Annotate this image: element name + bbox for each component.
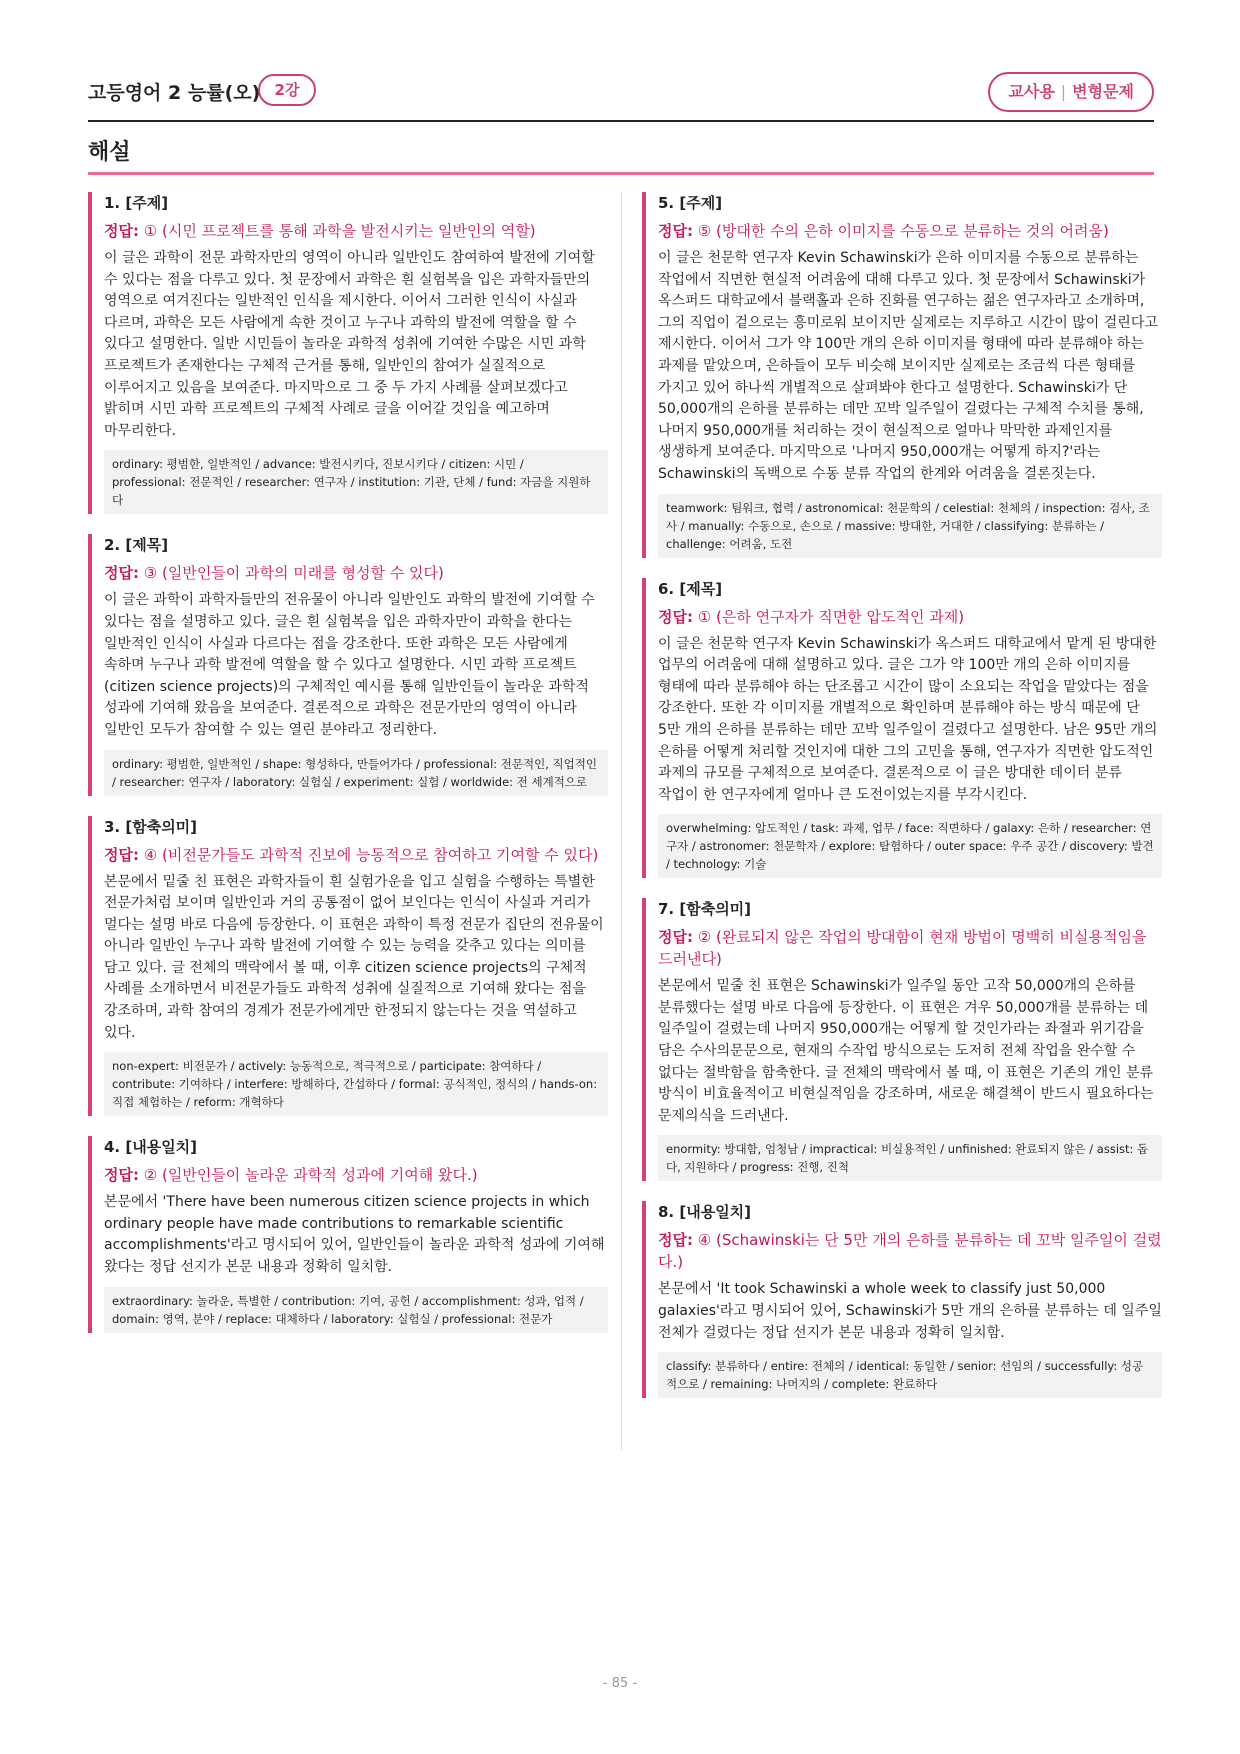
section-divider xyxy=(88,172,1154,175)
answer-text: ⑤ (방대한 수의 은하 이미지를 수동으로 분류하는 것의 어려움) xyxy=(697,222,1109,240)
question-heading: 8. [내용일치] xyxy=(658,1203,752,1222)
question-1 xyxy=(88,192,608,514)
badge-separator: | xyxy=(1060,82,1067,101)
question-3 xyxy=(88,816,608,1117)
vocabulary-box: ordinary: 평범한, 일반적인 / advance: 발전시키다, 진보시키다 / citizen: 시민 / professional: 전문적인 / researcher: 연구자 / institution: 기관, 단체 / fund: 자금을 지원하다 xyxy=(104,450,608,514)
section-title: 해설 xyxy=(88,140,131,165)
vocabulary-box: enormity: 방대함, 엄청남 / impractical: 비실용적인 / unfinished: 완료되지 않은 / assist: 돕다, 지원하다 / progress: 진행, 진척 xyxy=(658,1135,1162,1181)
answer-line xyxy=(658,606,1162,628)
answer-line xyxy=(658,220,1162,242)
answer-label: 정답: xyxy=(104,1166,139,1185)
explanation-text: 본문에서 'There have been numerous citizen science projects in which ordinary people have made contributions to remarkable scientific accomplishments'라고 명시되어 있어, 일반인들이 놀라운 과학적 성과에 기여해 왔다는 정답 선지가 본문 내용과 정확히 일치함. xyxy=(104,1194,605,1276)
question-heading: 7. [함축의미] xyxy=(658,900,752,919)
question-heading: 4. [내용일치] xyxy=(104,1138,198,1157)
book-title: 고등영어 2 능률(오) xyxy=(88,82,261,104)
vocabulary-box: classify: 분류하다 / entire: 전체의 / identical: 동일한 / senior: 선임의 / successfully: 성공적으로 / remaining: 나머지의 / complete: 완료하다 xyxy=(658,1352,1162,1398)
lesson-badge: 2강 xyxy=(258,74,316,106)
answer-text: ① (은하 연구자가 직면한 압도적인 과제) xyxy=(697,607,965,626)
answer-label: 정답: xyxy=(104,564,139,583)
question-heading: 5. [주제] xyxy=(658,194,723,212)
explanation-text: 이 글은 천문학 연구자 Kevin Schawinski가 옥스퍼드 대학교에서 맡게 된 방대한 업무의 어려움에 대해 설명하고 있다. 글은 그가 약 100만 개의 은하 이미지를 형태에 따라 분류해야 하는 단조롭고 시간이 많이 소요되는 작업을 맡았다는 점을 강조한다. 또한 각 이미지를 개별적으로 확인하며 분류해야 하는 방식 때문에 단 5만 개의 은하를 분류하는 데만 꼬박 일주일이 걸렸다고 설명한다. 남은 95만 개의 은하를 어떻게 처리할 것인지에 대한 그의 고민을 통해, 연구자가 직면한 압도적인 과제의 규모를 구체적으로 보여준다. 결론적으로 이 글은 방대한 데이터 분류 작업이 한 연구자에게 얼마나 큰 도전이었는지를 부각시킨다. xyxy=(658,635,1158,803)
question-5 xyxy=(642,192,1162,558)
right-column xyxy=(642,192,1162,1418)
question-8 xyxy=(642,1201,1162,1398)
answer-line xyxy=(104,562,608,584)
vocabulary-box: extraordinary: 놀라운, 특별한 / contribution: 기여, 공헌 / accomplishment: 성과, 업적 / domain: 영역, 분야 / replace: 대체하다 / laboratory: 실험실 / professional: 전문가 xyxy=(104,1287,608,1333)
explanation-text: 본문에서 'It took Schawinski a whole week to classify just 50,000 galaxies'라고 명시되어 있어, Schawinski가 5만 개의 은하를 분류하는 데 일주일 전체가 걸렸다는 정답 선지가 본문 내용과 정확히 일치함. xyxy=(658,1281,1162,1341)
vocabulary-box: ordinary: 평범한, 일반적인 / shape: 형성하다, 만들어가다 / professional: 전문적인, 직업적인 / researcher: 연구자 / laboratory: 실험실 / experiment: 실험 / worldwide: 전 세계적으로 xyxy=(104,750,608,796)
badge-teacher-label: 교사용 xyxy=(1008,82,1055,101)
vocabulary-box: overwhelming: 압도적인 / task: 과제, 업무 / face: 직면하다 / galaxy: 은하 / researcher: 연구자 / astronomer: 천문학자 / explore: 탐험하다 / outer space: 우주 공간 / discovery: 발견 / technology: 기술 xyxy=(658,814,1162,878)
answer-text: ② (완료되지 않은 작업의 방대함이 현재 방법이 명백히 비실용적임을 드러낸다) xyxy=(658,928,1147,969)
answer-label: 정답: xyxy=(658,222,693,240)
answer-text: ④ (비전문가들도 과학적 진보에 능동적으로 참여하고 기여할 수 있다) xyxy=(143,845,599,864)
question-heading: 2. [제목] xyxy=(104,536,169,555)
question-6 xyxy=(642,578,1162,879)
badge-type-label: 변형문제 xyxy=(1072,82,1134,101)
question-heading: 3. [함축의미] xyxy=(104,817,198,836)
question-7 xyxy=(642,898,1162,1181)
question-2 xyxy=(88,534,608,795)
answer-line xyxy=(658,926,1162,970)
answer-line xyxy=(104,1164,608,1186)
answer-text: ③ (일반인들이 과학의 미래를 형성할 수 있다) xyxy=(143,564,444,583)
explanation-text: 이 글은 과학이 전문 과학자만의 영역이 아니라 일반인도 참여하여 발전에 기여할 수 있다는 점을 다루고 있다. 첫 문장에서 과학은 흰 실험복을 입은 과학자들만의 영역으로 여겨진다는 일반적인 인식을 제시한다. 이어서 그러한 인식이 사실과 다르며, 과학은 모든 사람에게 속한 것이고 누구나 과학의 발전에 역할을 할 수 있다고 설명한다. 일반 시민들이 놀라운 과학적 성취에 기여한 수많은 시민 과학 프로젝트가 존재한다는 구체적 근거를 통해, 일반인의 참여가 실질적으로 이루어지고 있음을 보여준다. 마지막으로 그 중 두 가지 사례를 살펴보겠다고 밝히며 시민 과학 프로젝트의 구체적 사례로 글을 이어갈 것임을 예고하며 마무리한다. xyxy=(104,250,595,439)
page-number: - 85 - xyxy=(602,1676,638,1691)
answer-text: ② (일반인들이 놀라운 과학적 성과에 기여해 왔다.) xyxy=(143,1166,478,1185)
vocabulary-box: teamwork: 팀워크, 협력 / astronomical: 천문학의 / celestial: 천체의 / inspection: 검사, 조사 / manually: 수동으로, 손으로 / massive: 방대한, 거대한 / classifying: 분류하는 / challenge: 어려움, 도전 xyxy=(658,494,1162,558)
column-divider xyxy=(621,192,622,1450)
explanation-text: 본문에서 밑줄 친 표현은 과학자들이 흰 실험가운을 입고 실험을 수행하는 특별한 전문가처럼 보이며 일반인과 거의 공통점이 없어 보인다는 인식이 사실과 거리가 멀다는 설명 바로 다음에 등장한다. 이 표현은 과학이 특정 전문가 집단의 전유물이 아니라 일반인 누구나 과학 발전에 기여할 수 있는 능력을 갖추고 있다는 의미를 담고 있다. 글 전체의 맥락에서 볼 때, 이후 citizen science projects의 구체적 사례를 소개하면서 비전문가들도 과학적 성취에 실질적으로 기여해 왔다는 점을 강조하며, 과학 참여의 경계가 전문가에게만 한정되지 않는다는 것을 역설하고 있다. xyxy=(104,873,604,1041)
page-header xyxy=(88,70,1154,122)
answer-line xyxy=(104,844,608,866)
answer-label: 정답: xyxy=(658,607,693,626)
teacher-badge xyxy=(988,72,1154,112)
question-heading: 6. [제목] xyxy=(658,579,723,598)
question-heading: 1. [주제] xyxy=(104,194,169,212)
question-4 xyxy=(88,1136,608,1332)
answer-label: 정답: xyxy=(658,1231,693,1250)
left-column xyxy=(88,192,608,1353)
answer-label: 정답: xyxy=(104,845,139,864)
explanation-text: 이 글은 과학이 과학자들만의 전유물이 아니라 일반인도 과학의 발전에 기여할 수 있다는 점을 설명하고 있다. 글은 흰 실험복을 입은 과학자만이 과학을 한다는 일반적인 인식이 사실과 다르다는 점을 강조한다. 또한 과학은 모든 사람에게 속하며 누구나 과학 발전에 역할을 할 수 있다고 설명한다. 시민 과학 프로젝트(citizen science projects)의 구체적인 예시를 통해 일반인들이 놀라운 과학적 성과에 기여해 왔음을 보여준다. 결론적으로 과학은 전문가만의 영역이 아니라 일반인 모두가 참여할 수 있는 열린 분야라고 정리한다. xyxy=(104,592,595,738)
explanation-text: 본문에서 밑줄 친 표현은 Schawinski가 일주일 동안 고작 50,000개의 은하를 분류했다는 설명 바로 다음에 등장한다. 이 표현은 겨우 50,000개를 분류하는 데 일주일이 걸렸는데 나머지 950,000개는 어떻게 할 것인가라는 좌절과 위기감을 담은 수사의문문으로, 현재의 수작업 방식으로는 도저히 전체 작업을 완수할 수 없다는 절박함을 함축한다. 글 전체의 맥락에서 볼 때, 이 표현은 기존의 개인 분류 방식이 비효율적이고 비현실적임을 강조하며, 새로운 해결책이 반드시 필요하다는 문제의식을 드러낸다. xyxy=(658,978,1154,1124)
answer-line xyxy=(104,220,608,242)
answer-line xyxy=(658,1229,1162,1273)
explanation-text: 이 글은 천문학 연구자 Kevin Schawinski가 은하 이미지를 수동으로 분류하는 작업에서 직면한 현실적 어려움에 대해 다루고 있다. 첫 문장에서 Schawinski가 옥스퍼드 대학교에서 블랙홀과 은하 진화를 연구하는 젊은 연구자라고 소개하며, 그의 직업이 겉으로는 흥미로워 보이지만 실제로는 지루하고 시간이 많이 걸린다고 제시한다. 이어서 그가 약 100만 개의 은하 이미지를 형태에 따라 분류해야 하는 과제를 맡았으며, 은하들이 모두 비슷해 보이지만 실제로는 조금씩 다른 형태를 가지고 있어 하나씩 개별적으로 살펴봐야 한다고 설명한다. Schawinski가 단 50,000개의 은하를 분류하는 데만 꼬박 일주일이 걸렸다는 구체적 수치를 통해, 나머지 950,000개를 처리하는 것이 현실적으로 얼마나 막막한 과제인지를 생생하게 보여준다. 마지막으로 '나머지 950,000개는 어떻게 하지?'라는 Schawinski의 독백으로 수동 분류 작업의 한계와 어려움을 결론짓는다. xyxy=(658,250,1158,482)
vocabulary-box: non-expert: 비전문가 / actively: 능동적으로, 적극적으로 / participate: 참여하다 / contribute: 기여하다 / interfere: 방해하다, 간섭하다 / formal: 공식적인, 정식의 / hands-on: 직접 체험하는 / reform: 개혁하다 xyxy=(104,1052,608,1116)
answer-label: 정답: xyxy=(658,928,693,947)
answer-text: ① (시민 프로젝트를 통해 과학을 발전시키는 일반인의 역할) xyxy=(143,222,536,240)
answer-text: ④ (Schawinski는 단 5만 개의 은하를 분류하는 데 꼬박 일주일이 걸렸다.) xyxy=(658,1231,1162,1272)
answer-label: 정답: xyxy=(104,222,139,240)
